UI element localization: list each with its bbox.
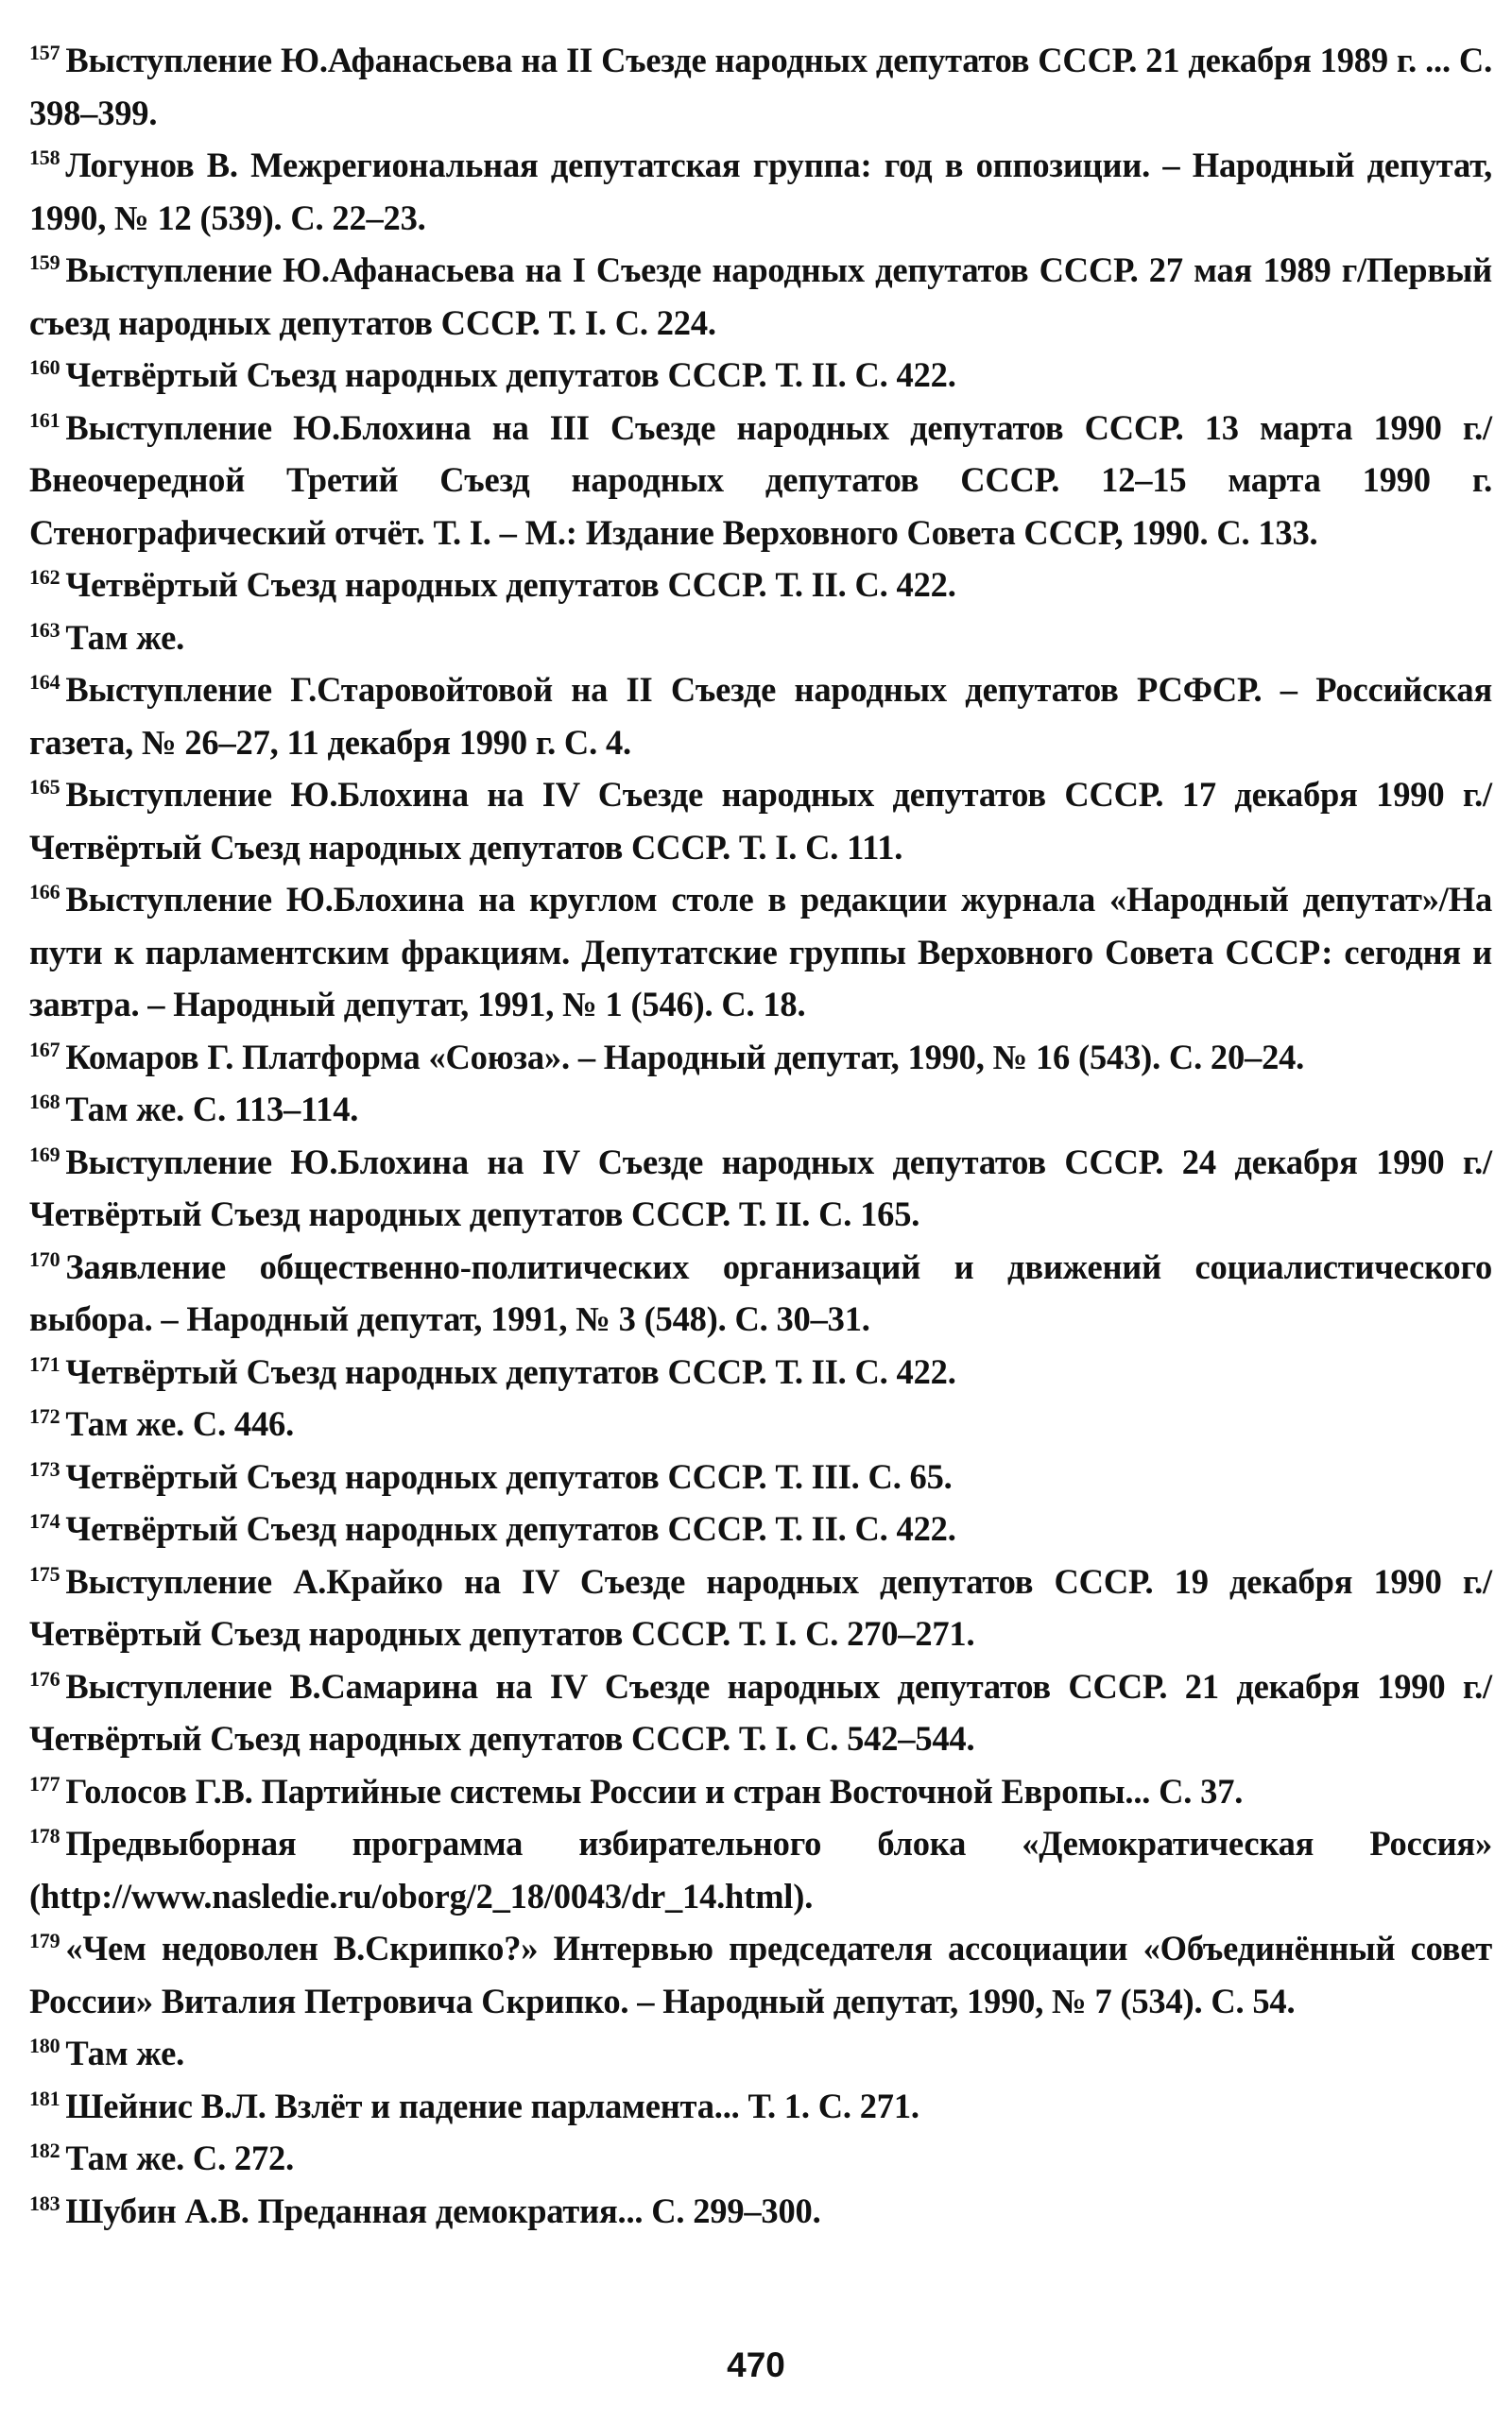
footnote bbox=[29, 139, 1492, 244]
footnote-text: Шейнис В.Л. Взлёт и падение парламента... Т. 1. С. 271. bbox=[65, 2086, 919, 2125]
footnote bbox=[29, 1503, 1492, 1555]
footnote-number: 177 bbox=[29, 1771, 60, 1796]
footnote-text: Выступление Ю.Блохина на круглом столе в редакции журнала «Народный депутат»/На пути к парламентским фракциям. Депутатские группы Верховного Совета СССР: сегодня и завтра. – Народный депутат, 1991, № 1 (546). С. 18. bbox=[29, 880, 1492, 1023]
footnote bbox=[29, 1241, 1492, 1346]
footnote bbox=[29, 1083, 1492, 1136]
footnote-number: 164 bbox=[29, 670, 60, 694]
footnote bbox=[29, 1765, 1492, 1818]
footnote-text: Четвёртый Съезд народных депутатов СССР. Т. II. С. 422. bbox=[65, 1351, 956, 1391]
footnote bbox=[29, 558, 1492, 611]
footnote bbox=[29, 1136, 1492, 1241]
footnote-number: 163 bbox=[29, 617, 60, 642]
footnote-number: 174 bbox=[29, 1509, 60, 1533]
footnote bbox=[29, 768, 1492, 873]
footnote-number: 170 bbox=[29, 1246, 60, 1271]
footnote-text: Шубин А.В. Преданная демократия... С. 299–300. bbox=[65, 2191, 821, 2230]
footnote-text: Выступление Ю.Блохина на IV Съезде народных депутатов СССР. 24 декабря 1990 г./Четвёртый Съезд народных депутатов СССР. Т. II. С. 165. bbox=[29, 1142, 1492, 1233]
footnote-number: 166 bbox=[29, 880, 60, 903]
footnote-number: 159 bbox=[29, 250, 60, 274]
footnote bbox=[29, 2132, 1492, 2185]
footnote-number: 183 bbox=[29, 2191, 60, 2215]
footnote-text: Выступление Г.Старовойтовой на II Съезде народных депутатов РСФСР. – Российская газета, № 26–27, 11 декабря 1990 г. С. 4. bbox=[29, 670, 1492, 762]
footnote bbox=[29, 663, 1492, 768]
footnote bbox=[29, 873, 1492, 1031]
footnote-number: 176 bbox=[29, 1666, 60, 1691]
footnote-number: 178 bbox=[29, 1824, 60, 1847]
footnote bbox=[29, 349, 1492, 402]
footnote-number: 173 bbox=[29, 1456, 60, 1481]
footnote-text: Логунов В. Межрегиональная депутатская группа: год в оппозиции. – Народный депутат, 1990, № 12 (539). С. 22–23. bbox=[29, 146, 1492, 237]
footnote-number: 165 bbox=[29, 775, 60, 799]
footnote bbox=[29, 1451, 1492, 1504]
footnote bbox=[29, 2080, 1492, 2133]
footnote-number: 167 bbox=[29, 1037, 60, 1061]
footnote-text: Четвёртый Съезд народных депутатов СССР. Т. III. С. 65. bbox=[65, 1456, 953, 1496]
footnote-text: Там же. С. 272. bbox=[65, 2139, 294, 2177]
footnote-text: Четвёртый Съезд народных депутатов СССР. Т. II. С. 422. bbox=[65, 1509, 956, 1548]
footnote bbox=[29, 1817, 1492, 1922]
footnote-text: Четвёртый Съезд народных депутатов СССР. Т. II. С. 422. bbox=[65, 565, 956, 604]
footnote-number: 182 bbox=[29, 2139, 60, 2162]
footnote-number: 157 bbox=[29, 41, 60, 64]
footnote-text: «Чем недоволен В.Скрипко?» Интервью председателя ассоциации «Объединённый совет России» Виталия Петровича Скрипко. – Народный депутат, 1990, № 7 (534). С. 54. bbox=[29, 1929, 1492, 2020]
page-number: 470 bbox=[727, 2346, 785, 2384]
footnote-text: Там же. С. 446. bbox=[65, 1404, 294, 1443]
footnote-number: 158 bbox=[29, 146, 60, 169]
footnote bbox=[29, 1398, 1492, 1451]
footnote-text: Там же. bbox=[65, 2034, 184, 2072]
footnote-text: Там же. С. 113–114. bbox=[65, 1090, 359, 1128]
footnote-number: 169 bbox=[29, 1142, 60, 1166]
footnote-number: 180 bbox=[29, 2034, 60, 2057]
footnote-number: 168 bbox=[29, 1090, 60, 1113]
footnote-text: Комаров Г. Платформа «Союза». – Народный депутат, 1990, № 16 (543). С. 20–24. bbox=[65, 1037, 1305, 1076]
footnote-number: 160 bbox=[29, 355, 60, 379]
footnote bbox=[29, 1660, 1492, 1765]
footnote bbox=[29, 2027, 1492, 2080]
footnotes-list bbox=[29, 34, 1492, 2237]
footnote-text: Выступление Ю.Афанасьева на II Съезде народных депутатов СССР. 21 декабря 1989 г. ... С. 398–399. bbox=[29, 41, 1492, 132]
footnote bbox=[29, 34, 1492, 139]
footnote bbox=[29, 1346, 1492, 1399]
footnote-text: Выступление Ю.Блохина на IV Съезде народных депутатов СССР. 17 декабря 1990 г./Четвёртый Съезд народных депутатов СССР. Т. I. С. 111. bbox=[29, 775, 1492, 867]
footnote-text: Предвыборная программа избирательного блока «Демократическая Россия» (http://www.nasledie.ru/oborg/2_18/0043/dr_14.html). bbox=[29, 1824, 1492, 1916]
footnote bbox=[29, 1922, 1492, 2027]
footnote-number: 172 bbox=[29, 1404, 60, 1428]
footnote-number: 175 bbox=[29, 1561, 60, 1586]
footnote bbox=[29, 1031, 1492, 1084]
footnote-number: 179 bbox=[29, 1929, 60, 1952]
footnote-number: 171 bbox=[29, 1351, 60, 1376]
footnote-number: 162 bbox=[29, 565, 60, 589]
footnote bbox=[29, 402, 1492, 559]
footnote bbox=[29, 1555, 1492, 1660]
footnote-text: Четвёртый Съезд народных депутатов СССР. Т. II. С. 422. bbox=[65, 355, 956, 394]
footnote-number: 161 bbox=[29, 407, 60, 432]
footnote-text: Выступление Ю.Афанасьева на I Съезде народных депутатов СССР. 27 мая 1989 г/Первый съезд народных депутатов СССР. Т. I. С. 224. bbox=[29, 250, 1492, 342]
footnote-text: Выступление В.Самарина на IV Съезде народных депутатов СССР. 21 декабря 1990 г./Четвёртый Съезд народных депутатов СССР. Т. I. С. 542–544. bbox=[29, 1666, 1492, 1758]
footnote bbox=[29, 611, 1492, 664]
footnote bbox=[29, 244, 1492, 349]
footnotes-page bbox=[29, 34, 1492, 2237]
footnote bbox=[29, 2185, 1492, 2238]
footnote-number: 181 bbox=[29, 2086, 60, 2110]
footnote-text: Выступление А.Крайко на IV Съезде народных депутатов СССР. 19 декабря 1990 г./Четвёртый Съезд народных депутатов СССР. Т. I. С. 270–271. bbox=[29, 1561, 1492, 1653]
footnote-text: Выступление Ю.Блохина на III Съезде народных депутатов СССР. 13 марта 1990 г./Внеочередной Третий Съезд народных депутатов СССР. 12–15 марта 1990 г. Стенографический отчёт. Т. I. – М.: Издание Верховного Совета СССР, 1990. С. 133. bbox=[29, 407, 1492, 552]
footnote-text: Заявление общественно-политических организаций и движений социалистического выбора. – Народный депутат, 1991, № 3 (548). С. 30–31. bbox=[29, 1246, 1492, 1338]
footnote-text: Там же. bbox=[65, 617, 184, 657]
footnote-text: Голосов Г.В. Партийные системы России и стран Восточной Европы... С. 37. bbox=[65, 1771, 1244, 1811]
